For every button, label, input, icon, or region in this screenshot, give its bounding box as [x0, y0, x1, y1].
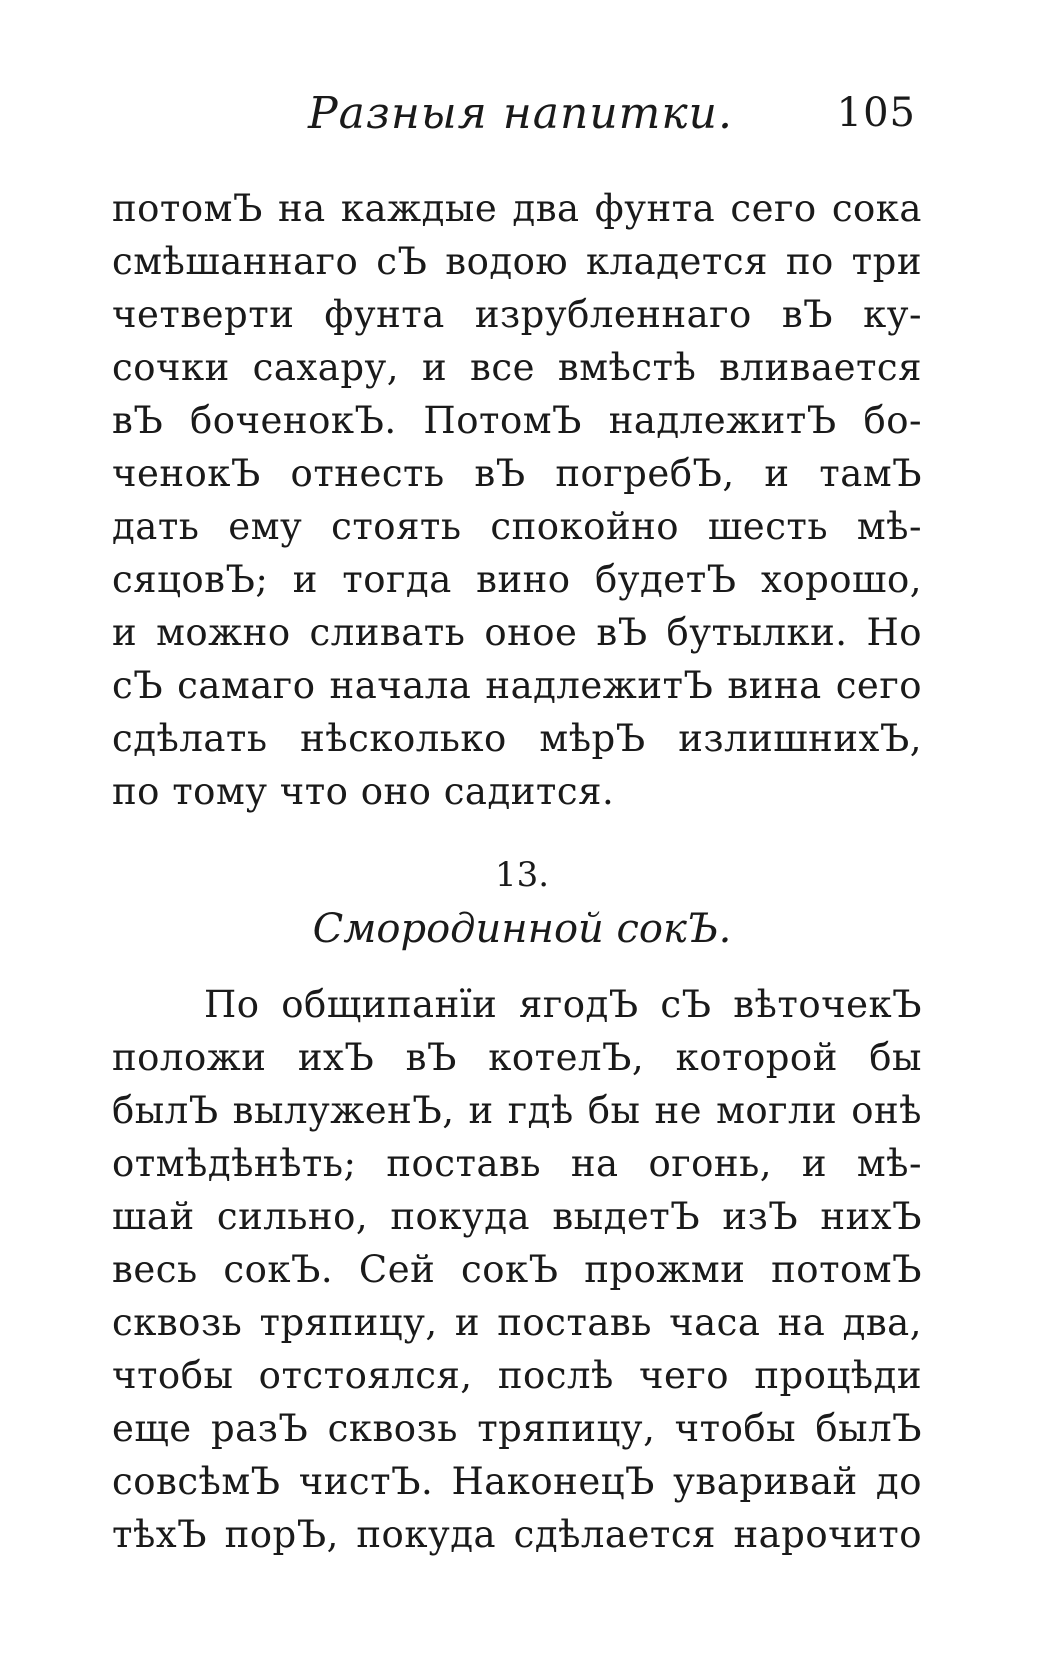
- text-line: сдѣлать нѣсколько мѣрЪ излишнихЪ,: [112, 717, 922, 760]
- section-title: Смородинной сокЪ.: [312, 906, 732, 952]
- running-title: Разныя напитки.: [308, 88, 733, 139]
- text-line: чтобы отстоялся, послѣ чего процѣди: [112, 1354, 922, 1397]
- text-line: ченокЪ отнесть вЪ погребЪ, и тамЪ: [112, 452, 922, 495]
- text-line: совсѣмЪ чистЪ. НаконецЪ уваривай до: [112, 1460, 922, 1503]
- text-line: дать ему стоять спокойно шесть мѣ-: [112, 505, 922, 548]
- section-number: 13.: [494, 855, 550, 895]
- text-line: сочки сахару, и все вмѣстѣ вливается: [112, 346, 922, 389]
- text-line: еще разЪ сквозь тряпицу, чтобы былЪ: [112, 1407, 922, 1450]
- continuation-paragraph: [112, 182, 922, 818]
- text-line: былЪ вылуженЪ, и гдѣ бы не могли онѣ: [112, 1089, 922, 1132]
- text-line: По общипанїи ягодЪ сЪ вѣточекЪ: [204, 983, 922, 1026]
- text-line: сквозь тряпицу, и поставь часа на два,: [112, 1301, 922, 1344]
- text-line: вЪ боченокЪ. ПотомЪ надлежитЪ бо-: [112, 399, 922, 442]
- text-line: смѣшаннаго сЪ водою кладется по три: [112, 240, 922, 283]
- text-line: четверти фунта изрубленнаго вЪ ку-: [112, 293, 922, 336]
- text-line: положи ихЪ вЪ котелЪ, которой бы: [112, 1036, 922, 1079]
- recipe-paragraph: [112, 978, 922, 1561]
- text-line: весь сокЪ. Сей сокЪ прожми потомЪ: [112, 1248, 922, 1291]
- text-line: отмѣдѣнѣть; поставь на огонь, и мѣ-: [112, 1142, 922, 1185]
- text-line: по тому что оно садится.: [112, 770, 615, 813]
- text-line: тѣхЪ порЪ, покуда сдѣлается нарочито: [112, 1513, 922, 1556]
- text-line: и можно сливать оное вЪ бутылки. Но: [112, 611, 922, 654]
- text-line: сяцовЪ; и тогда вино будетЪ хорошо,: [112, 558, 922, 601]
- text-line: потомЪ на каждые два фунта сего сока: [112, 187, 922, 230]
- page-number: 105: [836, 90, 916, 136]
- running-head: [300, 88, 920, 148]
- text-line: шай сильно, покуда выдетЪ изЪ нихЪ: [112, 1195, 922, 1238]
- text-line: сЪ самаго начала надлежитЪ вина сего: [112, 664, 922, 707]
